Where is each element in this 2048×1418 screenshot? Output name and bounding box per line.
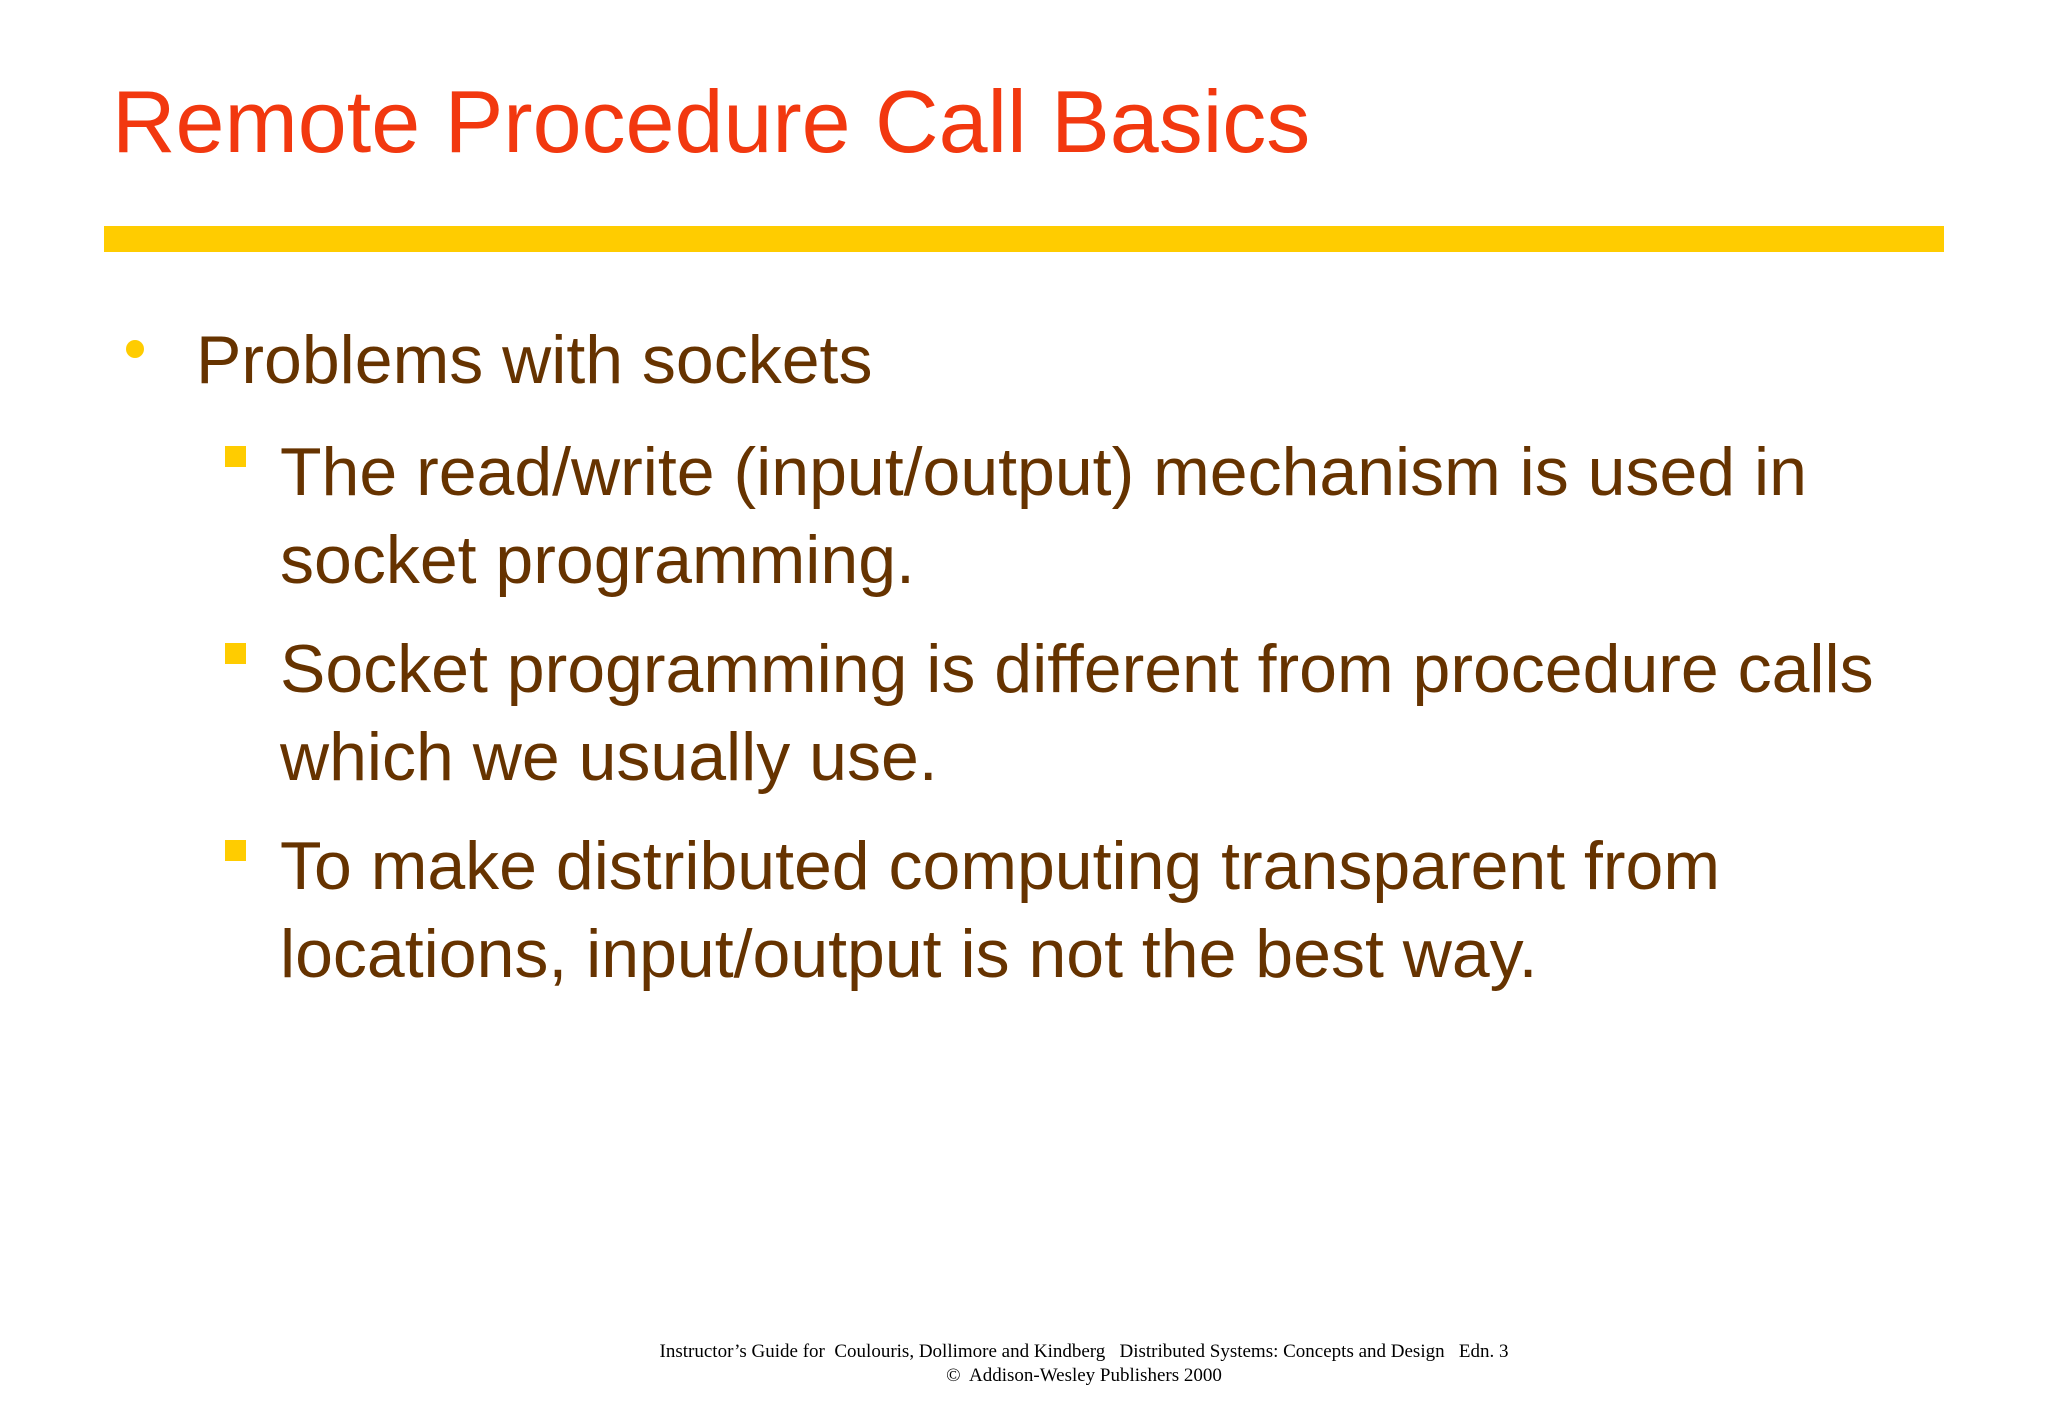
square-bullet-icon bbox=[225, 643, 246, 664]
slide-footer bbox=[0, 1340, 2048, 1388]
slide-title: Remote Procedure Call Basics bbox=[112, 72, 1311, 171]
footer-copyright: © Addison-Wesley Publishers 2000 bbox=[946, 1365, 1222, 1386]
square-bullet-icon bbox=[225, 840, 246, 861]
sub-bullet-socket-programming: Socket programming is different from procedure calls which we usually use. bbox=[280, 631, 1874, 795]
sub-bullet-distributed-computing: To make distributed computing transparent from locations, input/output is not the best way. bbox=[280, 828, 1721, 992]
bullet-dot-icon bbox=[126, 340, 144, 358]
sub-bullet-read-write: The read/write (input/output) mechanism is used in socket programming. bbox=[280, 434, 1807, 598]
bullet-problems-with-sockets: Problems with sockets bbox=[196, 322, 873, 398]
title-divider bbox=[104, 226, 1944, 252]
footer-citation: Instructor’s Guide for Coulouris, Dollimore and Kindberg Distributed Systems: Concepts and Design Edn. 3 bbox=[659, 1341, 1509, 1362]
square-bullet-icon bbox=[225, 446, 246, 467]
